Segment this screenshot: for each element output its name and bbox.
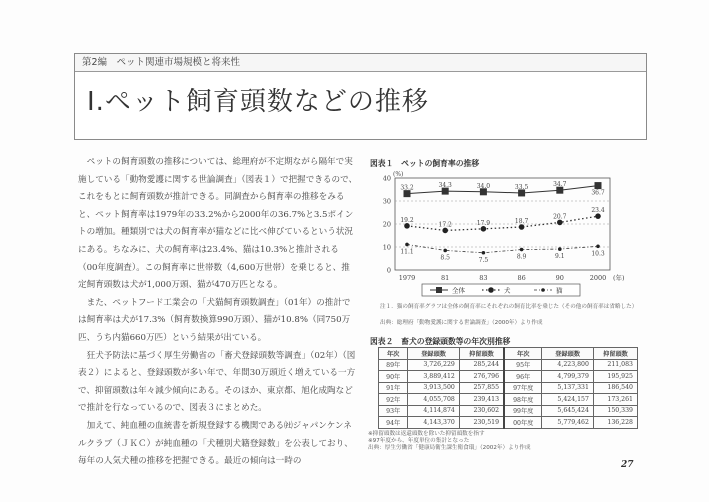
body-text	[78, 154, 358, 471]
chart-canvas	[370, 168, 650, 298]
data-label: 11.1	[400, 248, 414, 256]
value-cell: 4,114,874	[408, 405, 460, 417]
legend-marker	[488, 287, 494, 293]
data-label: 33.5	[514, 183, 529, 191]
figure1-note: 注１．猫の飼育率グラフは全体の飼育率にそれぞれの飼育比率を乗じた（その他の飼育率は省略した）	[380, 304, 638, 310]
table-row	[379, 382, 638, 394]
col-header: 登録頭数	[542, 348, 594, 360]
table-row	[379, 359, 638, 371]
data-marker	[442, 228, 448, 234]
data-label: 9.1	[555, 253, 565, 261]
data-marker	[443, 249, 447, 253]
value-cell: 150,339	[593, 405, 637, 417]
data-label: 34.3	[438, 182, 452, 190]
figure2-note-1: ※抑留頭数は返還頭数を除いた抑留頭数を指す	[368, 431, 485, 437]
data-marker	[404, 223, 410, 229]
chapter-header	[74, 53, 647, 140]
value-cell: 276,796	[459, 371, 504, 383]
year-cell: 93年	[379, 405, 408, 417]
data-label: 17.2	[438, 221, 452, 229]
table-header-row	[379, 348, 638, 360]
value-cell: 3,913,500	[408, 382, 460, 394]
col-header: 年次	[379, 348, 408, 360]
data-marker	[482, 251, 486, 255]
paragraph: また、ペットフード工業会の「犬猫飼育頭数調査」（01年）の推計では飼育率は犬が17.3%（飼育数換算990万頭）、猫が10.8%（同750万匹、うち内猫660万匹）という結果が出ている。	[78, 297, 351, 343]
value-cell: 257,855	[459, 382, 504, 394]
table-row	[379, 394, 638, 406]
x-tick-label: 90	[555, 274, 564, 282]
data-marker	[519, 224, 525, 230]
col-header: 登録頭数	[408, 348, 460, 360]
x-unit-label: (年)	[613, 274, 625, 282]
dog-registration-table	[378, 347, 638, 429]
x-tick-label: 2000	[589, 274, 607, 282]
x-tick-label: 83	[479, 274, 488, 282]
data-marker	[595, 213, 601, 219]
value-cell: 173,261	[593, 394, 637, 406]
section-label: 第2編 ペット関連市場規模と将来性	[75, 54, 646, 72]
data-label: 23.4	[591, 207, 605, 215]
data-label: 36.7	[591, 189, 605, 197]
series-line	[407, 216, 598, 230]
pet-ownership-line-chart	[370, 168, 650, 318]
year-cell: 90年	[379, 371, 408, 383]
chapter-title: Ⅰ.ペット飼育頭数などの推移	[87, 87, 429, 117]
legend-marker	[436, 287, 442, 293]
value-cell: 186,540	[593, 382, 637, 394]
value-cell: 5,645,424	[542, 405, 594, 417]
y-tick-label: 40	[382, 174, 391, 183]
value-cell: 4,143,370	[408, 417, 460, 429]
value-cell: 239,413	[459, 394, 504, 406]
year-cell: 94年	[379, 417, 408, 429]
year-cell: 98年度	[504, 394, 542, 406]
data-marker	[405, 243, 409, 247]
data-marker	[558, 247, 562, 251]
value-cell: 5,424,157	[542, 394, 594, 406]
figure1-title: 図表１ ペットの飼育率の推移	[370, 159, 480, 168]
data-label: 19.2	[400, 216, 414, 224]
year-cell: 89年	[379, 359, 408, 371]
value-cell: 4,055,708	[408, 394, 460, 406]
page-number: 27	[621, 460, 634, 470]
data-label: 20.7	[553, 213, 567, 221]
year-cell: 96年	[504, 371, 542, 383]
figure2-note-2: ※97年度から、年度単位の集計となった	[368, 438, 470, 444]
value-cell: 195,925	[593, 371, 637, 383]
year-cell: 95年	[504, 359, 542, 371]
table-row	[379, 405, 638, 417]
year-cell: 97年度	[504, 382, 542, 394]
value-cell: 5,779,462	[542, 417, 594, 429]
data-label: 17.9	[476, 219, 491, 227]
year-cell: 00年度	[504, 417, 542, 429]
data-marker	[596, 245, 600, 249]
x-tick-label: 1979	[398, 274, 416, 282]
table-row	[379, 371, 638, 383]
legend-label: 全体	[452, 286, 465, 295]
value-cell: 3,726,229	[408, 359, 460, 371]
year-cell: 91年	[379, 382, 408, 394]
value-cell: 4,223,800	[542, 359, 594, 371]
x-tick-label: 86	[517, 274, 526, 282]
figure1-source: 出典：総理府「動物愛護に関する世論調査」（2000年）より作成	[380, 320, 543, 326]
paragraph: 狂犬予防法に基づく厚生労働省の「畜犬登録頭数等調査」（02年）（図表２）によると、登録頭数が多い年で、年間30万頭近く増えている一方で、抑留頭数は年々減少傾向にある。そのほか、東京都、旭化成陶などで推計を行なっているので、図表３にまとめた。	[78, 350, 356, 414]
data-label: 10.3	[591, 250, 605, 258]
col-header: 抑留頭数	[459, 348, 504, 360]
x-tick-label: 81	[441, 274, 450, 282]
data-label: 34.7	[553, 181, 567, 189]
y-tick-label: 10	[382, 243, 391, 252]
paragraph: 加えて、純血種の血統書を新規登録する機関である㈳ジャパンケンネルクラブ（ＪＫＣ）が純血種の「犬種別犬籍登録数」を公表しており、毎年の人気犬種の推移を把握できる。最近の傾向は一時の	[78, 420, 353, 467]
value-cell: 230,602	[459, 405, 504, 417]
data-label: 8.5	[440, 254, 450, 262]
year-cell: 99年度	[504, 405, 542, 417]
paragraph: ペットの飼育頭数の推移については、総理府が不定期ながら隔年で実施している「動物愛護に関する世論調査」（図表１）で把握できるので、これをもとに飼育頭数が推計できる。同調査から飼育率の推移をみると、ペット飼育率は1979年の33.2%から2000年の36.7%と3.5ポイントの増加。種類別では犬の飼育率が猫などに比べ伸びているという状況にある。ちなみに、犬の飼育率は23.4%、猫は10.3%と推計される（00年度調査）。この飼育率に世帯数（4,600万世帯）を乗じると、推定飼育頭数は犬が1,000万頭、猫が470万匹となる。	[78, 157, 358, 291]
year-cell: 92年	[379, 394, 408, 406]
data-label: 7.5	[478, 256, 489, 264]
series-line	[407, 244, 598, 252]
figure2-source: 出典：厚生労働省「健康局衛生課生衛食環」（2002年）より作成	[368, 445, 531, 451]
value-cell: 5,137,331	[542, 382, 594, 394]
value-cell: 230,519	[459, 417, 504, 429]
data-label: 33.2	[400, 184, 414, 192]
figure2-title: 図表２ 畜犬の登録頭数等の年次別推移	[370, 337, 511, 346]
y-tick-label: 20	[382, 220, 391, 229]
value-cell: 285,244	[459, 359, 504, 371]
value-cell: 211,083	[593, 359, 637, 371]
value-cell: 136,228	[593, 417, 637, 429]
data-label: 34.0	[476, 182, 491, 190]
data-label: 8.9	[516, 253, 527, 261]
legend-marker	[541, 288, 545, 292]
data-marker	[595, 182, 602, 189]
y-tick-label: 0	[386, 266, 391, 275]
data-marker	[481, 226, 487, 232]
data-label: 18.7	[514, 217, 529, 225]
col-header: 年次	[504, 348, 542, 360]
data-marker	[557, 220, 563, 226]
legend-label: 犬	[504, 286, 511, 295]
legend-label: 猫	[556, 286, 563, 295]
col-header: 抑留頭数	[593, 348, 637, 360]
value-cell: 3,889,412	[408, 371, 460, 383]
value-cell: 4,799,379	[542, 371, 594, 383]
y-tick-label: 30	[382, 197, 391, 206]
table-row	[379, 417, 638, 429]
y-unit-label: (%)	[393, 171, 404, 178]
data-marker	[520, 248, 524, 252]
